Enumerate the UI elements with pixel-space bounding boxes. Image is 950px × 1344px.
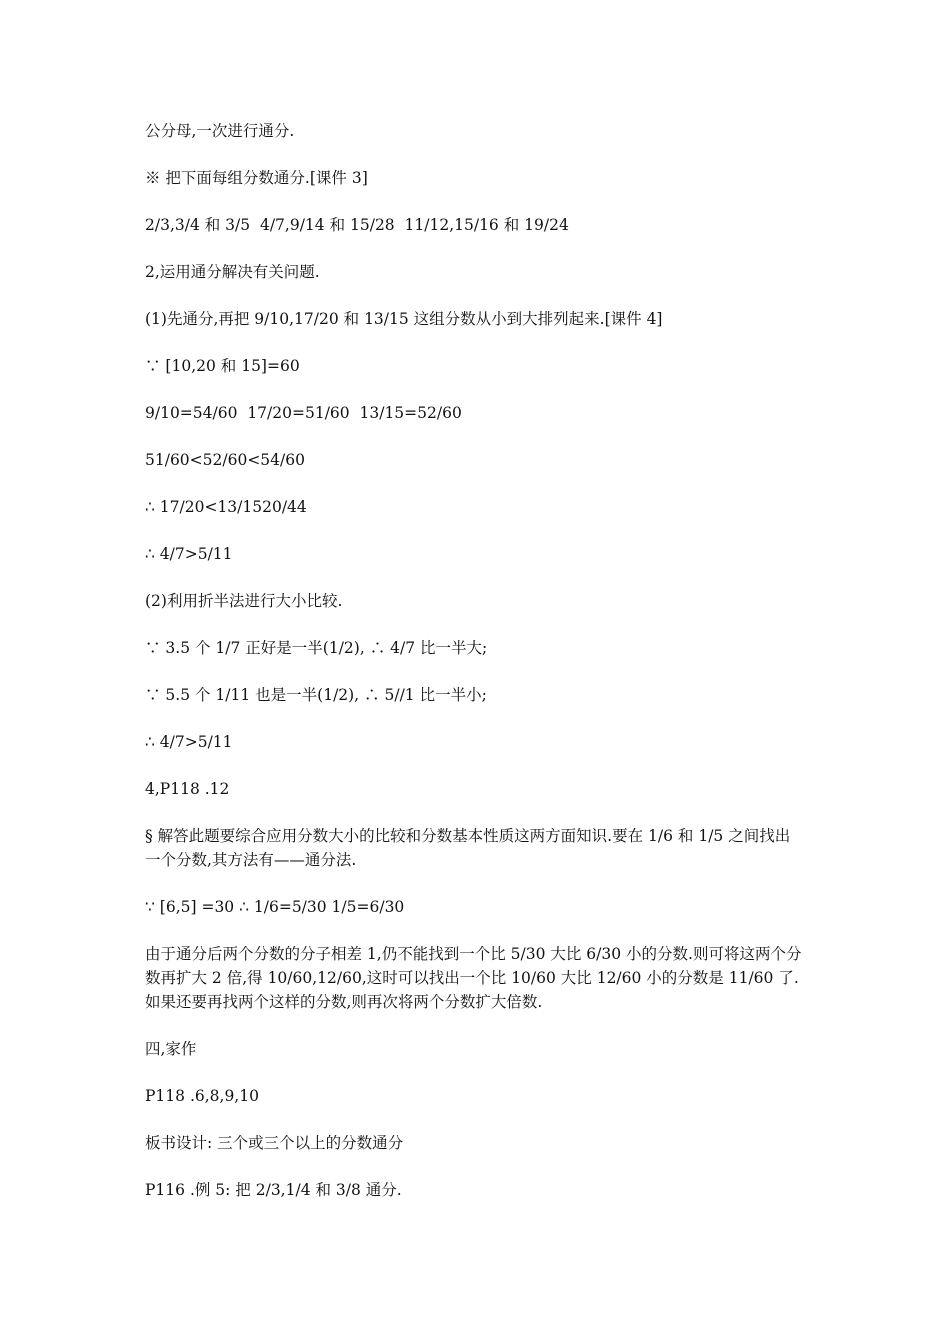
document-body <box>145 119 805 1225</box>
paragraph: ∴ 17/20<13/1520/44 <box>145 498 307 516</box>
paragraph: 9/10=54/60 17/20=51/60 13/15=52/60 <box>145 404 462 422</box>
paragraph: P116 .例 5: 把 2/3,1/4 和 3/8 通分. <box>145 1181 402 1199</box>
paragraph: ∴ 4/7>5/11 <box>145 545 233 563</box>
paragraph: 4,P118 .12 <box>145 780 230 798</box>
paragraph: 2/3,3/4 和 3/5 4/7,9/14 和 15/28 11/12,15/16 和 19/24 <box>145 216 569 234</box>
paragraph: 四,家作 <box>145 1040 197 1058</box>
paragraph: (2)利用折半法进行大小比较. <box>145 592 343 610</box>
paragraph: ∴ 4/7>5/11 <box>145 733 233 751</box>
paragraph: 2,运用通分解决有关问题. <box>145 263 320 281</box>
paragraph: ∵ [6,5] =30 ∴ 1/6=5/30 1/5=6/30 <box>145 898 405 916</box>
paragraph: 51/60<52/60<54/60 <box>145 451 305 469</box>
paragraph: ※ 把下面每组分数通分.[课件 3] <box>145 169 368 187</box>
paragraph: (1)先通分,再把 9/10,17/20 和 13/15 这组分数从小到大排列起来.[课件 4] <box>145 310 663 328</box>
paragraph: 由于通分后两个分数的分子相差 1,仍不能找到一个比 5/30 大比 6/30 小的分数.则可将这两个分数再扩大 2 倍,得 10/60,12/60,这时可以找出一个比 10/60 大比 12/60 小的分数是 11/60 了.如果还要再找两个这样的分数,则再次将两个分数扩大倍数. <box>145 945 802 1011</box>
paragraph: ∵ 3.5 个 1/7 正好是一半(1/2), ∴ 4/7 比一半大; <box>145 639 488 657</box>
paragraph: ∵ 5.5 个 1/11 也是一半(1/2), ∴ 5//1 比一半小; <box>145 686 487 704</box>
paragraph: P118 .6,8,9,10 <box>145 1087 259 1105</box>
paragraph: ∵ [10,20 和 15]=60 <box>145 357 300 375</box>
paragraph: § 解答此题要综合应用分数大小的比较和分数基本性质这两方面知识.要在 1/6 和 1/5 之间找出一个分数,其方法有——通分法. <box>145 827 791 869</box>
paragraph: 公分母,一次进行通分. <box>145 122 295 140</box>
paragraph: 板书设计: 三个或三个以上的分数通分 <box>145 1134 404 1152</box>
